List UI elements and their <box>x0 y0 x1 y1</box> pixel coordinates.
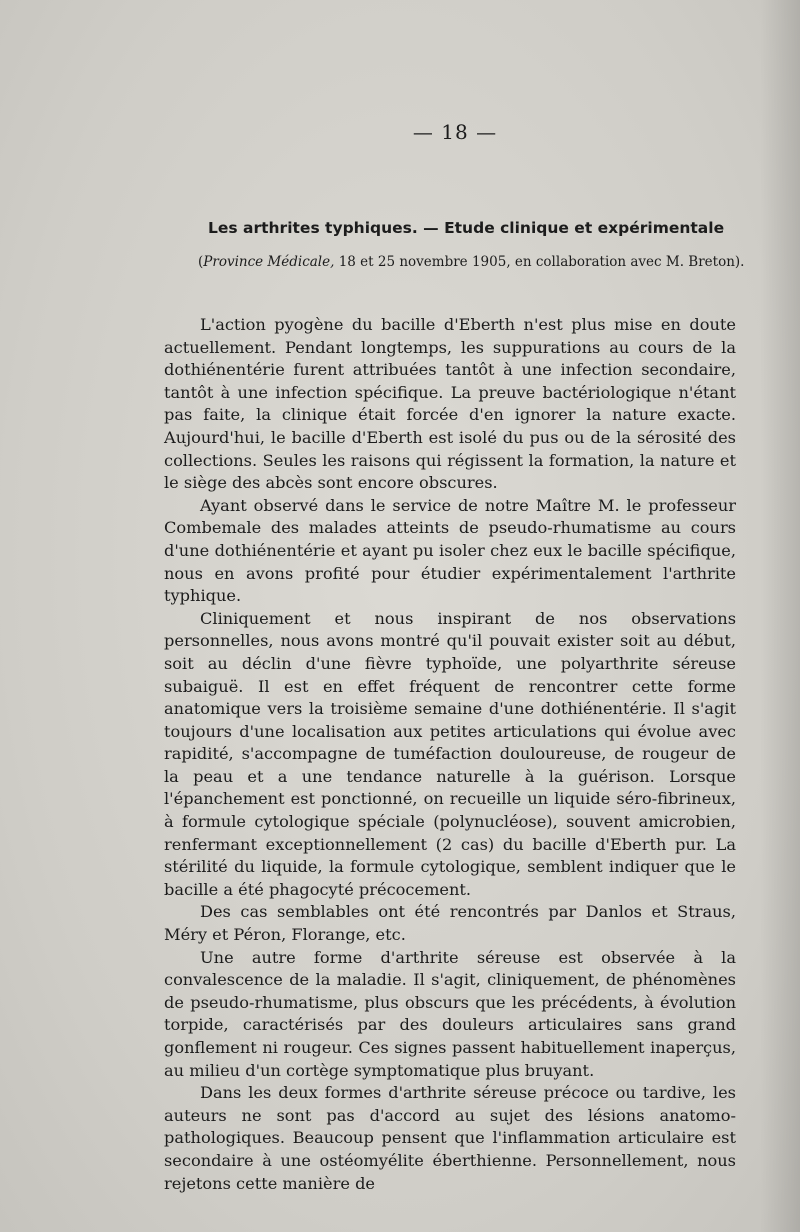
paragraph: Dans les deux formes d'arthrite séreuse précoce ou tardive, les auteurs ne sont pas d'accord au sujet des lésions anatomo-pathologiques. Beaucoup pensent que l'inflammation articulaire est secondaire à une ostéomyélite éberthienne. Personnellement, nous rejetons cette manière de <box>164 1083 736 1193</box>
paragraph: Une autre forme d'arthrite séreuse est observée à la convalescence de la maladie. Il s'agit, cliniquement, de phénomènes de pseudo-rhumatisme, plus obscurs que les précédents, à évolution torpide, caractérisés par des douleurs articulaires sans grand gonflement ni rougeur. Ces signes passent habituellement inaperçus, au milieu d'un cortège symptomatique plus bruyant. <box>164 947 736 1080</box>
citation-open: ( <box>198 254 204 270</box>
article-citation <box>198 254 745 270</box>
page-number: — 18 — <box>412 120 498 144</box>
page-edge-shadow <box>760 0 800 1232</box>
paragraph: Des cas semblables ont été rencontrés par Danlos et Straus, Méry et Péron, Florange, etc. <box>164 902 736 945</box>
article-title: Les arthrites typhiques. — Etude clinique et expérimentale <box>208 219 725 237</box>
article-body <box>164 314 736 1195</box>
paragraph: Cliniquement et nous inspirant de nos observations personnelles, nous avons montré qu'il pouvait exister soit au début, soit au déclin d'une fièvre typhoïde, une polyarthrite séreuse subaiguë. Il est en effet fréquent de rencontrer cette forme anatomique vers la troisième semaine d'une dothiénentérie. Il s'agit toujours d'une localisation aux petites articulations qui évolue avec rapidité, s'accompagne de tuméfaction douloureuse, de rougeur de la peau et a une tendance naturelle à la guérison. Lorsque l'épanchement est ponctionné, on recueille un liquide séro-fibrineux, à formule cytologique spéciale (polynucléose), souvent amicrobien, renfermant exceptionnellement (2 cas) du bacille d'Eberth pur. La stérilité du liquide, la formule cytologique, semblent indiquer que le bacille a été phagocyté précocement. <box>164 608 736 899</box>
citation-journal: Province Médicale, <box>203 254 335 270</box>
paragraph: Ayant observé dans le service de notre Maître M. le professeur Combemale des malades atteints de pseudo-rhumatisme au cours d'une dothiénentérie et ayant pu isoler chez eux le bacille spécifique, nous en avons profité pour étudier expérimentalement l'arthrite typhique. <box>164 495 736 606</box>
citation-details: 18 et 25 novembre 1905, en collaboration avec M. Breton). <box>334 254 745 270</box>
paragraph: L'action pyogène du bacille d'Eberth n'est plus mise en doute actuellement. Pendant longtemps, les suppurations au cours de la dothiénentérie furent attribuées tantôt à une infection secondaire, tantôt à une infection spécifique. La preuve bactériologique n'étant pas faite, la clinique était forcée d'en ignorer la nature exacte. Aujourd'hui, le bacille d'Eberth est isolé du pus ou de la sérosité des collections. Seules les raisons qui régissent la formation, la nature et le siège des abcès sont encore obscures. <box>164 315 736 493</box>
